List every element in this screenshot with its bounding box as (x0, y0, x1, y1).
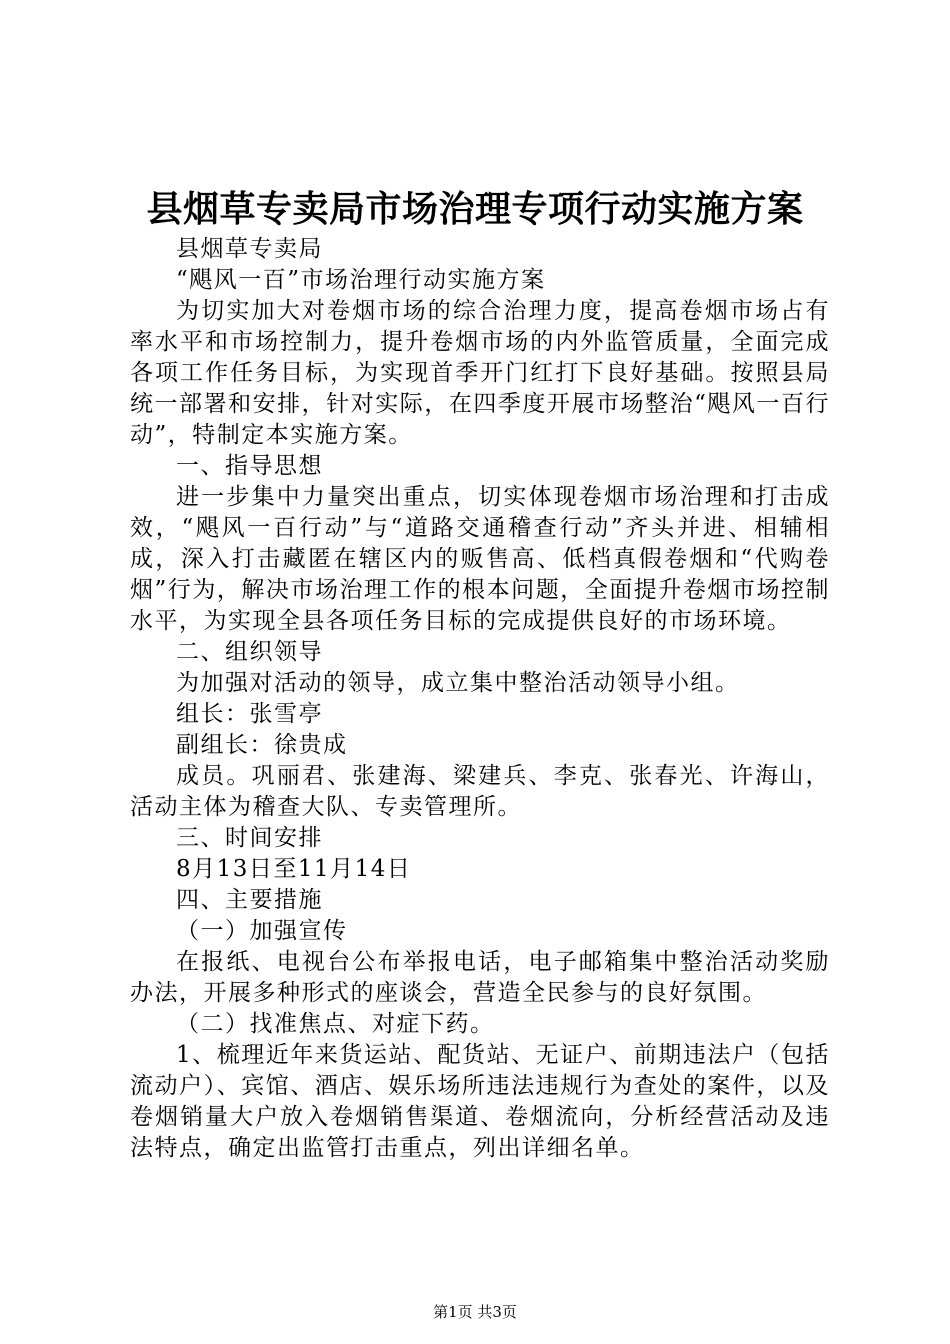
paragraph-schedule: 8月13日至11月14日 (176, 856, 412, 882)
paragraph-intro: 为切实加大对卷烟市场的综合治理力度，提高卷烟市场占有率水平和市场控制力，提升卷烟市场的内外监管质量，全面完成各项工作任务目标，为实现首季开门红打下良好基础。按照县局统一部署和安排，针对实际，在四季度开展市场整治“飓风一百行动”，特制定本实施方案。 (130, 298, 830, 448)
paragraph-subtitle: “飓风一百”市场治理行动实施方案 (176, 267, 546, 293)
page-footer: 第1页 共3页 (433, 1303, 517, 1321)
paragraph-guiding-ideology: 进一步集中力量突出重点，切实体现卷烟市场治理和打击成效，“飓风一百行动”与“道路交通稽查行动”齐头并进、相辅相成，深入打击藏匿在辖区内的贩售高、低档真假卷烟和“代购卷烟”行为，解决市场治理工作的根本问题，全面提升卷烟市场控制水平，为实现全县各项任务目标的完成提供良好的市场环境。 (130, 484, 830, 634)
document-title: 县烟草专卖局市场治理专项行动实施方案 (146, 188, 804, 230)
paragraph-group-leader: 组长：张雪亭 (176, 701, 323, 727)
paragraph-publicity: 在报纸、电视台公布举报电话，电子邮箱集中整治活动奖励办法，开展多种形式的座谈会，营造全民参与的良好氛围。 (130, 949, 830, 1006)
subheading-publicity: （一）加强宣传 (176, 918, 348, 944)
paragraph-deputy-leader: 副组长：徐贵成 (176, 732, 348, 758)
paragraph-members: 成员。巩丽君、张建海、梁建兵、李克、张春光、许海山，活动主体为稽查大队、专卖管理所。 (130, 763, 830, 820)
paragraph-organization: 为加强对活动的领导，成立集中整治活动领导小组。 (176, 670, 740, 696)
section-heading-guiding-ideology: 一、指导思想 (176, 453, 323, 479)
document-body (130, 234, 830, 1164)
paragraph-focus-item-1: 1、梳理近年来货运站、配货站、无证户、前期违法户（包括流动户）、宾馆、酒店、娱乐场所违法违规行为查处的案件，以及卷烟销量大户放入卷烟销售渠道、卷烟流向，分析经营活动及违法特点，确定出监管打击重点，列出详细名单。 (130, 1042, 830, 1161)
subheading-focus: （二）找准焦点、对症下药。 (176, 1011, 495, 1037)
section-heading-schedule: 三、时间安排 (176, 825, 323, 851)
paragraph-issuer: 县烟草专卖局 (176, 236, 323, 262)
section-heading-measures: 四、主要措施 (176, 887, 323, 913)
section-heading-organization: 二、组织领导 (176, 639, 323, 665)
